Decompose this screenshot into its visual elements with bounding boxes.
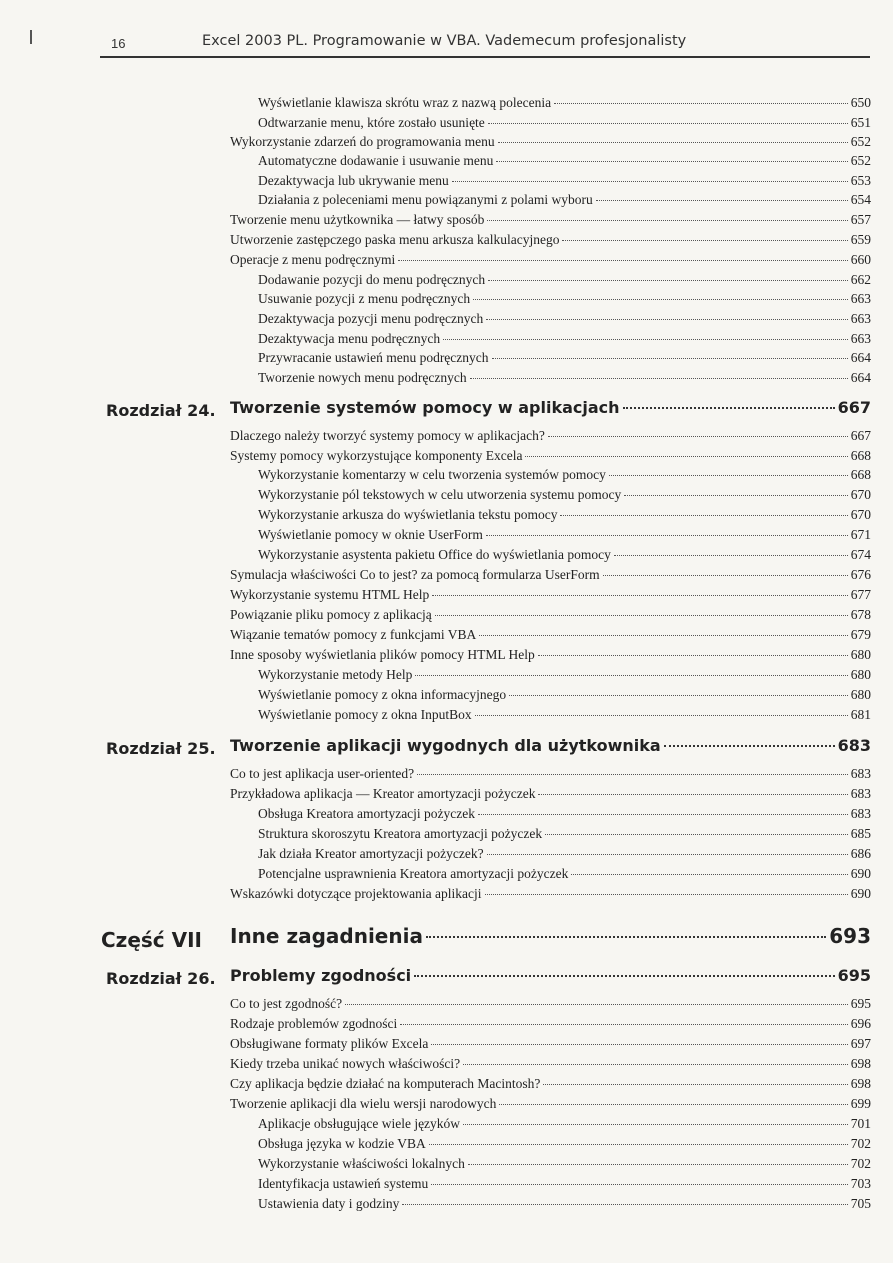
leader-dots: [614, 555, 848, 556]
toc-entry-page: 683: [850, 806, 871, 821]
leader-dots: [499, 1104, 847, 1105]
leader-dots: [402, 1204, 847, 1205]
toc-entry-title: Wyświetlanie klawisza skrótu wraz z nazwą polecenia: [258, 95, 552, 110]
leader-dots: [525, 456, 847, 457]
leader-dots: [543, 1084, 847, 1085]
scan-mark: [30, 30, 32, 44]
toc-entry-page: 664: [850, 370, 871, 385]
leader-dots: [554, 103, 848, 104]
toc-entry-page: 699: [850, 1096, 871, 1111]
toc-entry-page: 652: [850, 134, 871, 149]
book-title: Excel 2003 PL. Programowanie w VBA. Vademecum profesjonalisty: [202, 33, 687, 49]
toc-entry-title: Tworzenie nowych menu podręcznych: [258, 370, 467, 385]
toc-entry-title: Tworzenie menu użytkownika — łatwy sposób: [230, 212, 485, 227]
toc-entry: [230, 996, 871, 1016]
toc-entry-page: 650: [850, 95, 871, 110]
toc-entry: [230, 766, 871, 786]
toc-entry: [230, 134, 871, 154]
toc-entry-title: Automatyczne dodawanie i usuwanie menu: [258, 153, 494, 168]
leader-dots: [463, 1064, 848, 1065]
toc-entry-title: Przywracanie ustawień menu podręcznych: [258, 350, 489, 365]
toc-entry: [258, 1156, 871, 1176]
toc-entry-title: Dezaktywacja menu podręcznych: [258, 331, 441, 346]
toc-entry-page: 683: [850, 766, 871, 781]
toc-entry: [230, 647, 871, 667]
chapter-heading: [230, 966, 871, 994]
toc-entry: [230, 1096, 871, 1116]
page-number: 16: [111, 36, 126, 51]
toc-entry-page: 680: [850, 667, 871, 682]
toc-entry: [230, 786, 871, 806]
toc-entry: [258, 687, 871, 707]
toc-entry-page: 670: [850, 487, 871, 502]
leader-dots: [548, 436, 848, 437]
toc-entry-page: 663: [850, 311, 871, 326]
toc-entry: [258, 331, 871, 351]
header-rule: [100, 56, 870, 58]
leader-dots: [603, 575, 848, 576]
toc-entry: [258, 291, 871, 311]
toc-entry-page: 701: [850, 1116, 871, 1131]
toc-entry: [230, 1076, 871, 1096]
leader-dots: [487, 854, 848, 855]
toc-entry-title: Wykorzystanie komentarzy w celu tworzenia systemów pomocy: [258, 467, 606, 482]
toc-entry-title: Dlaczego należy tworzyć systemy pomocy w aplikacjach?: [230, 428, 545, 443]
toc-entry-title: Rodzaje problemów zgodności: [230, 1016, 398, 1031]
toc-entry-page: 660: [850, 252, 871, 267]
toc-entry: [258, 1196, 871, 1216]
toc-entry: [230, 448, 871, 468]
toc-entry-title: Identyfikacja ustawień systemu: [258, 1176, 429, 1191]
toc-entry-page: 668: [850, 448, 871, 463]
running-header: [100, 28, 870, 58]
leader-dots: [545, 834, 848, 835]
toc-entry: [230, 886, 871, 906]
leader-dots: [452, 181, 848, 182]
leader-dots: [538, 794, 847, 795]
toc-entry: [258, 667, 871, 687]
toc-entry: [230, 607, 871, 627]
toc-entry-page: 674: [850, 547, 871, 562]
leader-dots: [429, 1144, 848, 1145]
leader-dots: [463, 1124, 848, 1125]
toc-entry: [230, 1036, 871, 1056]
chapter-page: 695: [837, 966, 871, 985]
toc-entry: [258, 806, 871, 826]
chapter-label: Rozdział 24.: [106, 401, 216, 420]
toc-entry-title: Systemy pomocy wykorzystujące komponenty Excela: [230, 448, 523, 463]
leader-dots: [560, 515, 847, 516]
toc-entry-page: 690: [850, 886, 871, 901]
toc-entry-page: 690: [850, 866, 871, 881]
leader-dots: [538, 655, 848, 656]
toc-entry-page: 664: [850, 350, 871, 365]
toc-entry-page: 705: [850, 1196, 871, 1211]
toc-entry-title: Obsługa języka w kodzie VBA: [258, 1136, 426, 1151]
toc-entry-page: 702: [850, 1136, 871, 1151]
toc-entry-title: Obsługa Kreatora amortyzacji pożyczek: [258, 806, 476, 821]
leader-dots: [415, 675, 847, 676]
toc-entry: [258, 370, 871, 390]
leader-dots: [623, 407, 835, 409]
toc-entry: [258, 1116, 871, 1136]
toc-entry: [258, 547, 871, 567]
toc-entry-page: 671: [850, 527, 871, 542]
toc-entry-title: Jak działa Kreator amortyzacji pożyczek?: [258, 846, 484, 861]
toc-entry-page: 659: [850, 232, 871, 247]
toc-entry: [258, 1136, 871, 1156]
toc-entry: [258, 350, 871, 370]
leader-dots: [417, 774, 848, 775]
leader-dots: [486, 535, 848, 536]
leader-dots: [488, 280, 848, 281]
toc-entry-title: Wyświetlanie pomocy z okna InputBox: [258, 707, 472, 722]
chapter-title: Tworzenie aplikacji wygodnych dla użytkownika: [230, 736, 661, 755]
toc-entry-title: Czy aplikacja będzie działać na komputerach Macintosh?: [230, 1076, 541, 1091]
leader-dots: [562, 240, 847, 241]
leader-dots: [487, 220, 847, 221]
toc-entry-page: 670: [850, 507, 871, 522]
toc-entry: [258, 1176, 871, 1196]
toc-entry-title: Wykorzystanie metody Help: [258, 667, 413, 682]
toc-entry-page: 681: [850, 707, 871, 722]
toc-entry: [258, 866, 871, 886]
toc-entry-title: Powiązanie pliku pomocy z aplikacją: [230, 607, 432, 622]
toc-entry-title: Odtwarzanie menu, które zostało usunięte: [258, 115, 485, 130]
toc-entry-title: Wykorzystanie pól tekstowych w celu utworzenia systemu pomocy: [258, 487, 622, 502]
toc-entry: [258, 95, 871, 115]
toc-entry-page: 702: [850, 1156, 871, 1171]
toc-entry: [258, 153, 871, 173]
leader-dots: [488, 123, 848, 124]
toc-entry-title: Ustawienia daty i godziny: [258, 1196, 400, 1211]
toc-entry-page: 663: [850, 291, 871, 306]
part-label: Część VII: [101, 928, 202, 952]
toc-entry-title: Co to jest zgodność?: [230, 996, 343, 1011]
toc-entry: [258, 507, 871, 527]
toc-entry-title: Usuwanie pozycji z menu podręcznych: [258, 291, 471, 306]
toc-entry-title: Wykorzystanie właściwości lokalnych: [258, 1156, 465, 1171]
toc-entry-title: Co to jest aplikacja user-oriented?: [230, 766, 415, 781]
toc-entry-title: Wykorzystanie systemu HTML Help: [230, 587, 430, 602]
leader-dots: [496, 161, 847, 162]
toc-entry-page: 653: [850, 173, 871, 188]
leader-dots: [432, 595, 847, 596]
leader-dots: [398, 260, 847, 261]
chapter-page: 667: [837, 398, 871, 417]
toc-entry-page: 652: [850, 153, 871, 168]
toc-entry-title: Utworzenie zastępczego paska menu arkusza kalkulacyjnego: [230, 232, 560, 247]
toc-entry-page: 686: [850, 846, 871, 861]
chapter-page: 683: [837, 736, 871, 755]
leader-dots: [443, 339, 848, 340]
chapter-label: Rozdział 26.: [106, 969, 216, 988]
toc-entry-title: Obsługiwane formaty plików Excela: [230, 1036, 429, 1051]
toc-entry-title: Wskazówki dotyczące projektowania aplikacji: [230, 886, 482, 901]
toc-entry: [230, 567, 871, 587]
leader-dots: [431, 1184, 848, 1185]
toc-entry: [258, 846, 871, 866]
toc-entry: [230, 212, 871, 232]
toc-entry: [230, 1056, 871, 1076]
toc-entry: [258, 192, 871, 212]
toc-entry-title: Wiązanie tematów pomocy z funkcjami VBA: [230, 627, 477, 642]
toc-entry: [258, 173, 871, 193]
leader-dots: [473, 299, 848, 300]
chapter-title: Problemy zgodności: [230, 966, 412, 985]
leader-dots: [596, 200, 848, 201]
leader-dots: [664, 745, 835, 747]
toc-entry-title: Dodawanie pozycji do menu podręcznych: [258, 272, 486, 287]
toc-entry-title: Potencjalne usprawnienia Kreatora amortyzacji pożyczek: [258, 866, 569, 881]
toc-entry-page: 698: [850, 1056, 871, 1071]
leader-dots: [478, 814, 848, 815]
toc-entry-title: Przykładowa aplikacja — Kreator amortyzacji pożyczek: [230, 786, 536, 801]
leader-dots: [498, 142, 848, 143]
toc-entry-title: Wyświetlanie pomocy z okna informacyjnego: [258, 687, 507, 702]
part-page: 693: [829, 924, 871, 948]
part-title: Inne zagadnienia: [230, 924, 423, 948]
leader-dots: [609, 475, 848, 476]
toc-entry: [230, 428, 871, 448]
toc-entry-title: Wykorzystanie asystenta pakietu Office do wyświetlania pomocy: [258, 547, 611, 562]
toc-entry-title: Dezaktywacja lub ukrywanie menu: [258, 173, 449, 188]
toc-entry-title: Aplikacje obsługujące wiele języków: [258, 1116, 461, 1131]
chapter-title: Tworzenie systemów pomocy w aplikacjach: [230, 398, 620, 417]
toc-entry-page: 651: [850, 115, 871, 130]
leader-dots: [485, 894, 848, 895]
leader-dots: [479, 635, 847, 636]
toc-entry: [230, 587, 871, 607]
toc-entry: [230, 1016, 871, 1036]
toc-entry-title: Wyświetlanie pomocy w oknie UserForm: [258, 527, 483, 542]
toc-entry-page: 662: [850, 272, 871, 287]
toc-entry-title: Dezaktywacja pozycji menu podręcznych: [258, 311, 484, 326]
toc-entry-page: 678: [850, 607, 871, 622]
leader-dots: [400, 1024, 848, 1025]
leader-dots: [345, 1004, 848, 1005]
toc-entry-page: 654: [850, 192, 871, 207]
toc-entry: [258, 115, 871, 135]
toc-entry-page: 698: [850, 1076, 871, 1091]
toc-entry-page: 663: [850, 331, 871, 346]
toc-entry-page: 695: [850, 996, 871, 1011]
chapter-label: Rozdział 25.: [106, 739, 216, 758]
part-heading: [230, 924, 871, 960]
toc-entry: [258, 527, 871, 547]
toc-entry-page: 677: [850, 587, 871, 602]
toc-entry-page: 676: [850, 567, 871, 582]
toc-entry-title: Struktura skoroszytu Kreatora amortyzacji pożyczek: [258, 826, 543, 841]
toc-entry-page: 697: [850, 1036, 871, 1051]
toc-entry-title: Działania z poleceniami menu powiązanymi z polami wyboru: [258, 192, 593, 207]
toc-entry: [258, 467, 871, 487]
leader-dots: [435, 615, 848, 616]
toc-entry-title: Kiedy trzeba unikać nowych właściwości?: [230, 1056, 461, 1071]
leader-dots: [624, 495, 848, 496]
toc-entry: [258, 707, 871, 727]
toc-entry-title: Symulacja właściwości Co to jest? za pomocą formularza UserForm: [230, 567, 600, 582]
leader-dots: [486, 319, 847, 320]
toc-entry-page: 703: [850, 1176, 871, 1191]
leader-dots: [431, 1044, 847, 1045]
leader-dots: [509, 695, 848, 696]
toc-entry-page: 680: [850, 687, 871, 702]
toc-entry-page: 683: [850, 786, 871, 801]
toc-entry: [258, 311, 871, 331]
toc-entry-title: Wykorzystanie zdarzeń do programowania menu: [230, 134, 495, 149]
leader-dots: [470, 378, 848, 379]
toc-entry-page: 680: [850, 647, 871, 662]
toc-entry-page: 667: [850, 428, 871, 443]
toc-entry-title: Operacje z menu podręcznymi: [230, 252, 396, 267]
toc-entry-page: 657: [850, 212, 871, 227]
toc-entry: [258, 487, 871, 507]
leader-dots: [492, 358, 848, 359]
leader-dots: [426, 936, 826, 938]
leader-dots: [468, 1164, 848, 1165]
toc-entry-title: Wykorzystanie arkusza do wyświetlania tekstu pomocy: [258, 507, 558, 522]
toc-entry-page: 668: [850, 467, 871, 482]
leader-dots: [571, 874, 847, 875]
toc-entry: [230, 252, 871, 272]
chapter-heading: [230, 736, 871, 764]
toc-entry-page: 696: [850, 1016, 871, 1031]
toc-entry: [258, 272, 871, 292]
toc-entry-page: 679: [850, 627, 871, 642]
toc-entry-page: 685: [850, 826, 871, 841]
leader-dots: [414, 975, 834, 977]
toc-entry-title: Tworzenie aplikacji dla wielu wersji narodowych: [230, 1096, 497, 1111]
toc-entry: [230, 232, 871, 252]
chapter-heading: [230, 398, 871, 426]
toc-entry: [230, 627, 871, 647]
leader-dots: [475, 715, 848, 716]
toc-entry-title: Inne sposoby wyświetlania plików pomocy HTML Help: [230, 647, 535, 662]
toc-entry: [258, 826, 871, 846]
